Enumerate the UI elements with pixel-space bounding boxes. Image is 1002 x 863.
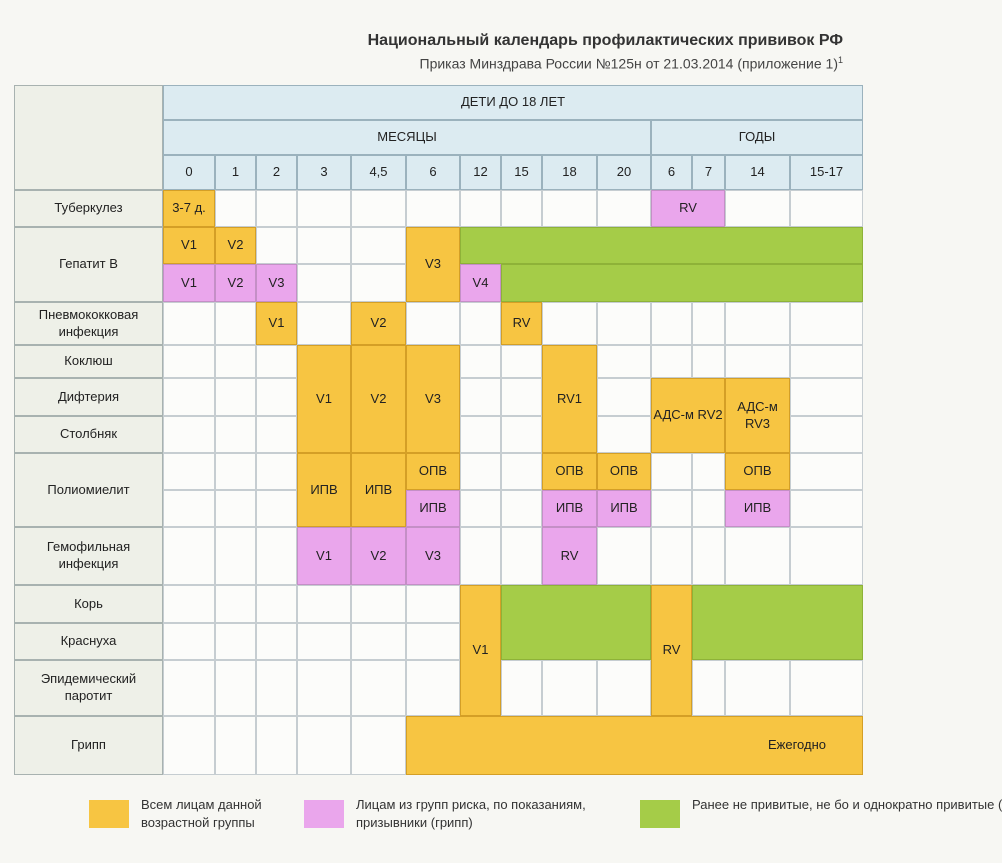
- row-label: Туберкулез: [14, 190, 163, 227]
- table-cell: [406, 190, 460, 227]
- table-cell: [597, 378, 651, 416]
- column-header: 3: [297, 155, 351, 190]
- table-cell: [692, 302, 725, 345]
- table-cell: [215, 716, 256, 775]
- table-cell: [597, 416, 651, 453]
- vaccine-cell-all: V1: [460, 585, 501, 716]
- vaccine-cell-risk: V1: [297, 527, 351, 585]
- table-cell: [542, 190, 597, 227]
- table-cell: [542, 302, 597, 345]
- table-cell: [725, 302, 790, 345]
- subtitle-text: Приказ Минздрава России №125н от 21.03.2014 (приложение 1): [419, 55, 838, 72]
- table-cell: [460, 490, 501, 527]
- table-cell: [215, 585, 256, 623]
- vaccine-cell-all: АДС-м RV3: [725, 378, 790, 453]
- table-cell: [651, 345, 692, 378]
- row-label: Гепатит В: [14, 227, 163, 302]
- table-cell: [406, 585, 460, 623]
- table-cell: [460, 345, 501, 378]
- table-cell: [501, 378, 542, 416]
- header-children: ДЕТИ ДО 18 ЛЕТ: [163, 85, 863, 120]
- table-cell: [501, 190, 542, 227]
- table-cell: [256, 378, 297, 416]
- vaccine-cell-all: V2: [215, 227, 256, 264]
- table-corner: [14, 85, 163, 190]
- column-header: 14: [725, 155, 790, 190]
- table-cell: [597, 302, 651, 345]
- table-cell: [501, 345, 542, 378]
- table-cell: [297, 585, 351, 623]
- table-cell: [351, 190, 406, 227]
- table-cell: [790, 378, 863, 416]
- table-cell: [215, 378, 256, 416]
- table-cell: [406, 660, 460, 716]
- table-cell: [256, 527, 297, 585]
- table-cell: [501, 490, 542, 527]
- table-cell: [501, 453, 542, 490]
- table-cell: [460, 190, 501, 227]
- table-cell: [651, 453, 692, 490]
- table-cell: [297, 302, 351, 345]
- vaccine-cell-all: ОПВ: [597, 453, 651, 490]
- vaccine-cell-all: ОПВ: [542, 453, 597, 490]
- table-cell: [297, 660, 351, 716]
- table-cell: [256, 585, 297, 623]
- column-header: 2: [256, 155, 297, 190]
- vaccine-cell-all: ИПВ: [297, 453, 351, 527]
- table-cell: [163, 716, 215, 775]
- table-cell: [163, 623, 215, 660]
- vaccine-cell-all: RV: [651, 585, 692, 716]
- table-cell: [351, 264, 406, 302]
- table-cell: [256, 716, 297, 775]
- table-cell: [460, 527, 501, 585]
- table-cell: [351, 623, 406, 660]
- table-cell: [297, 190, 351, 227]
- vaccine-cell-all: RV: [501, 302, 542, 345]
- row-label: Корь: [14, 585, 163, 623]
- column-header: 6: [406, 155, 460, 190]
- vaccine-cell-risk: ИПВ: [406, 490, 460, 527]
- row-label: Полиомиелит: [14, 453, 163, 527]
- table-cell: [256, 190, 297, 227]
- vaccine-cell-all: ОПВ: [725, 453, 790, 490]
- table-cell: [501, 527, 542, 585]
- table-cell: [163, 585, 215, 623]
- vaccine-cell-risk: V3: [406, 527, 460, 585]
- table-cell: [651, 490, 692, 527]
- table-cell: [651, 527, 692, 585]
- vaccine-cell-all: V3: [406, 345, 460, 453]
- vaccine-cell-catchup: [692, 585, 863, 660]
- table-cell: [351, 716, 406, 775]
- vaccine-cell-all: ОПВ: [406, 453, 460, 490]
- row-label: Эпидемический паротит: [14, 660, 163, 716]
- subtitle-footnote: 1: [837, 55, 843, 65]
- vaccine-cell-all: ИПВ: [351, 453, 406, 527]
- vaccine-cell-risk: RV: [542, 527, 597, 585]
- column-header: 15: [501, 155, 542, 190]
- column-header: 4,5: [351, 155, 406, 190]
- table-cell: [692, 490, 725, 527]
- table-cell: [406, 623, 460, 660]
- vaccine-cell-risk: ИПВ: [725, 490, 790, 527]
- vaccine-cell-all: 3-7 д.: [163, 190, 215, 227]
- vaccine-cell-all: V1: [163, 227, 215, 264]
- column-header: 1: [215, 155, 256, 190]
- column-header: 6: [651, 155, 692, 190]
- vaccine-cell-catchup: [501, 585, 651, 660]
- table-cell: [215, 490, 256, 527]
- table-cell: [297, 264, 351, 302]
- table-cell: [351, 660, 406, 716]
- vaccine-cell-risk: ИПВ: [597, 490, 651, 527]
- legend-swatch-unvaccinated: [640, 800, 680, 828]
- column-header: 18: [542, 155, 597, 190]
- table-cell: [790, 345, 863, 378]
- table-cell: [460, 378, 501, 416]
- row-label: Столбняк: [14, 416, 163, 453]
- vaccine-cell-all: Ежегодно: [406, 716, 863, 775]
- vaccine-cell-all: V1: [297, 345, 351, 453]
- vaccine-cell-risk: V4: [460, 264, 501, 302]
- vaccine-cell-all: V1: [256, 302, 297, 345]
- table-cell: [163, 378, 215, 416]
- column-header: 7: [692, 155, 725, 190]
- table-cell: [215, 453, 256, 490]
- table-cell: [725, 660, 790, 716]
- header-months: МЕСЯЦЫ: [163, 120, 651, 155]
- vaccine-cell-risk: V2: [215, 264, 256, 302]
- table-cell: [651, 302, 692, 345]
- table-cell: [256, 227, 297, 264]
- table-cell: [790, 416, 863, 453]
- table-cell: [790, 302, 863, 345]
- legend-swatch-risk: [304, 800, 344, 828]
- page-title: Национальный календарь профилактических прививок РФ: [367, 32, 843, 49]
- table-cell: [215, 623, 256, 660]
- table-cell: [163, 453, 215, 490]
- vaccine-cell-all: V2: [351, 345, 406, 453]
- vaccine-cell-risk: V1: [163, 264, 215, 302]
- row-label: Гемофильная инфекция: [14, 527, 163, 585]
- table-cell: [163, 660, 215, 716]
- column-header: 12: [460, 155, 501, 190]
- table-cell: [163, 490, 215, 527]
- table-cell: [692, 660, 725, 716]
- column-header: 20: [597, 155, 651, 190]
- row-label: Краснуха: [14, 623, 163, 660]
- table-cell: [215, 416, 256, 453]
- vaccine-cell-all: RV1: [542, 345, 597, 453]
- table-cell: [215, 302, 256, 345]
- table-cell: [597, 345, 651, 378]
- table-cell: [790, 453, 863, 490]
- table-cell: [406, 302, 460, 345]
- table-cell: [256, 623, 297, 660]
- table-cell: [215, 527, 256, 585]
- table-cell: [460, 416, 501, 453]
- vaccine-cell-risk: ИПВ: [542, 490, 597, 527]
- table-cell: [542, 660, 597, 716]
- header-years: ГОДЫ: [651, 120, 863, 155]
- table-cell: [790, 660, 863, 716]
- column-header: 15-17: [790, 155, 863, 190]
- table-cell: [692, 527, 725, 585]
- table-cell: [597, 660, 651, 716]
- vaccine-cell-catchup: [460, 227, 863, 264]
- vaccine-cell-catchup: [501, 264, 863, 302]
- legend-all: Всем лицам данной возрастной группы: [141, 797, 262, 830]
- table-cell: [351, 585, 406, 623]
- table-cell: [790, 190, 863, 227]
- vaccine-cell-risk: V3: [256, 264, 297, 302]
- row-label: Коклюш: [14, 345, 163, 378]
- row-label: Пневмококковая инфекция: [14, 302, 163, 345]
- column-header: 0: [163, 155, 215, 190]
- table-cell: [725, 190, 790, 227]
- table-cell: [163, 527, 215, 585]
- table-cell: [692, 345, 725, 378]
- table-cell: [460, 302, 501, 345]
- table-cell: [790, 490, 863, 527]
- vaccine-cell-all: V3: [406, 227, 460, 302]
- table-cell: [692, 453, 725, 490]
- table-cell: [460, 453, 501, 490]
- table-cell: [256, 416, 297, 453]
- table-cell: [215, 660, 256, 716]
- vaccine-cell-risk: RV: [651, 190, 725, 227]
- table-cell: [790, 527, 863, 585]
- table-cell: [297, 716, 351, 775]
- table-cell: [163, 302, 215, 345]
- table-cell: [597, 190, 651, 227]
- table-cell: [597, 527, 651, 585]
- legend-unvaccinated: Ранее не привитые, не бо и однократно привитые (: [692, 797, 1002, 812]
- table-cell: [215, 345, 256, 378]
- vaccine-cell-all: V2: [351, 302, 406, 345]
- row-label: Грипп: [14, 716, 163, 775]
- table-cell: [163, 416, 215, 453]
- vaccine-cell-risk: V2: [351, 527, 406, 585]
- table-cell: [725, 527, 790, 585]
- legend-swatch-all: [89, 800, 129, 828]
- vaccine-cell-all: АДС-м RV2: [651, 378, 725, 453]
- table-cell: [256, 660, 297, 716]
- row-label: Дифтерия: [14, 378, 163, 416]
- table-cell: [215, 190, 256, 227]
- table-cell: [256, 490, 297, 527]
- table-cell: [297, 227, 351, 264]
- table-cell: [501, 660, 542, 716]
- table-cell: [256, 453, 297, 490]
- table-cell: [501, 416, 542, 453]
- legend-risk: Лицам из групп риска, по показаниям, призывники (грипп): [356, 797, 586, 830]
- table-cell: [351, 227, 406, 264]
- table-cell: [725, 345, 790, 378]
- table-cell: [297, 623, 351, 660]
- table-cell: [256, 345, 297, 378]
- table-cell: [163, 345, 215, 378]
